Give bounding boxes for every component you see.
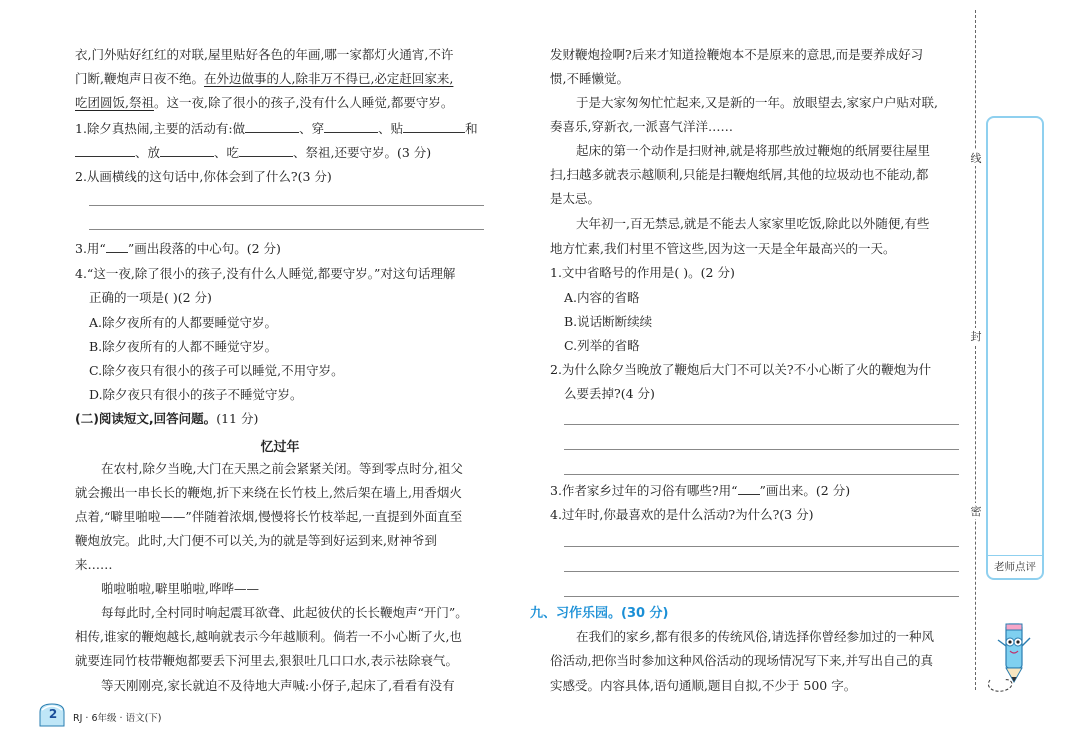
essay-line-5: 来……	[75, 557, 113, 572]
passage-line-3b: 。这一夜,除了很小的孩子,没有什么人睡觉,都要守岁。	[153, 95, 454, 110]
essay-line-6: 啪啦啪啦,噼里啪啦,哗哗——	[101, 581, 259, 596]
essay-cont-line-2: 惯,不睡懒觉。	[550, 71, 629, 86]
r-q1-option-a[interactable]: A.内容的省略	[564, 290, 640, 305]
underlined-sentence-part1: 在外边做事的人,除非万不得已,必定赶回家来,	[203, 71, 454, 86]
writing-prompt-line-2: 俗活动,把你当时参加这种风俗活动的现场情况写下来,并写出自己的真	[550, 653, 933, 668]
r-q2-answer-line-2[interactable]	[564, 449, 959, 450]
r-q1-option-c[interactable]: C.列举的省略	[564, 338, 640, 353]
essay-line-1: 在农村,除夕当晚,大门在天黑之前会紧紧关闭。等到零点时分,祖父	[101, 461, 463, 476]
q1-blank-6[interactable]	[239, 144, 293, 157]
question-3	[75, 240, 281, 258]
essay-cont-line-3: 于是大家匆匆忙忙起来,又是新的一年。放眼望去,家家户户贴对联,	[576, 95, 938, 110]
footer-grade-label: RJ · 6年级 · 语文(下)	[73, 713, 162, 724]
passage-line-2	[75, 70, 453, 88]
essay-line-8: 相传,谁家的鞭炮越长,越响就表示今年越顺利。倘若一不小心断了火,也	[75, 629, 462, 644]
binding-dashed-line	[975, 10, 976, 690]
q1-blank-1[interactable]	[245, 120, 299, 133]
passage-line-2a: 门断,鞭炮声日夜不绝。	[75, 71, 204, 86]
q1-text-e: 、放	[135, 145, 161, 160]
q4-option-a[interactable]: A.除夕夜所有的人都要睡觉守岁。	[89, 315, 278, 330]
essay-line-7: 每每此时,全村同时响起震耳欲聋、此起彼伏的长长鞭炮声“开门”。	[101, 605, 468, 620]
writing-prompt-line-1: 在我们的家乡,都有很多的传统风俗,请选择你曾经参加过的一种风	[576, 629, 934, 644]
q1-blank-5[interactable]	[160, 144, 214, 157]
essay-cont-line-8: 大年初一,百无禁忌,就是不能去人家家里吃饭,除此以外随便,有些	[576, 216, 930, 231]
r-q3-mark-sample	[738, 482, 760, 495]
section-2-title: (二)阅读短文,回答问题。	[75, 411, 217, 426]
q2-answer-line-1[interactable]	[89, 205, 484, 206]
essay-line-9: 就要连同竹枝带鞭炮都要丢下河里去,狠狠吐几口口水,表示祛除衰气。	[75, 653, 458, 668]
essay-line-10: 等天刚刚亮,家长就迫不及待地大声喊:小伢子,起床了,看看有没有	[101, 678, 455, 693]
r-question-3	[550, 482, 850, 500]
r-q3-text-b: ”画出来。(2 分)	[759, 483, 851, 498]
r-question-4: 4.过年时,你最喜欢的是什么活动?为什么?(3 分)	[550, 507, 814, 522]
teacher-comment-box[interactable]	[986, 116, 1044, 580]
essay-line-4: 鞭炮放完。此时,大门便不可以关,为的就是等到好运到来,财神爷到	[75, 533, 437, 548]
q1-text-d: 和	[465, 121, 478, 136]
q1-blank-2[interactable]	[324, 120, 378, 133]
r-question-2-line-2: 么要丢掉?(4 分)	[564, 386, 655, 401]
r-q4-answer-line-2[interactable]	[564, 571, 959, 572]
q4-option-d[interactable]: D.除夕夜只有很小的孩子不睡觉守岁。	[89, 387, 303, 402]
writing-prompt-line-3: 实感受。内容具体,语句通顺,题目自拟,不少于 500 字。	[550, 678, 857, 693]
question-4-line-1: 4.“这一夜,除了很小的孩子,没有什么人睡觉,都要守岁。”对这句话理解	[75, 266, 456, 281]
q2-answer-line-2[interactable]	[89, 229, 484, 230]
q1-text-g: 、祭祖,还要守岁。(3 分)	[293, 145, 432, 160]
r-q2-answer-line-1[interactable]	[564, 424, 959, 425]
q1-text-b: 、穿	[299, 121, 325, 136]
passage-line-3	[75, 94, 453, 112]
binding-char-xian: 线	[970, 152, 982, 165]
passage-line-1: 衣,门外贴好红红的对联,屋里贴好各色的年画,哪一家都灯火通宵,不许	[75, 47, 454, 62]
binding-char-feng: 封	[970, 330, 982, 343]
q4-option-b[interactable]: B.除夕夜所有的人都不睡觉守岁。	[89, 339, 278, 354]
q1-blank-4[interactable]	[75, 144, 135, 157]
essay-cont-line-6: 扫,扫越多就表示越顺利,只能是扫鞭炮纸屑,其他的垃圾动也不能动,都	[550, 167, 929, 182]
r-q1-option-b[interactable]: B.说话断断续续	[564, 314, 653, 329]
q3-text-b: ”画出段落的中心句。(2 分)	[127, 241, 281, 256]
q1-blank-3[interactable]	[403, 120, 465, 133]
r-q4-answer-line-3[interactable]	[564, 596, 959, 597]
essay-title: 忆过年	[260, 440, 300, 455]
essay-cont-line-9: 地方忙素,我们村里不管这些,因为这一天是全年最高兴的一天。	[550, 241, 896, 256]
q3-text-a: 3.用“	[75, 241, 106, 256]
r-question-1: 1.文中省略号的作用是( )。(2 分)	[550, 265, 735, 280]
essay-cont-line-5: 起床的第一个动作是扫财神,就是将那些放过鞭炮的纸屑要往屋里	[576, 143, 930, 158]
section-2-heading	[75, 410, 258, 428]
question-4-line-2: 正确的一项是( )(2 分)	[89, 290, 212, 305]
q4-option-c[interactable]: C.除夕夜只有很小的孩子可以睡觉,不用守岁。	[89, 363, 344, 378]
r-question-2-line-1: 2.为什么除夕当晚放了鞭炮后大门不可以关?不小心断了火的鞭炮为什	[550, 362, 932, 377]
r-q2-answer-line-3[interactable]	[564, 474, 959, 475]
essay-line-3: 点着,“噼里啪啦——”伴随着浓烟,慢慢将长竹枝举起,一直提到外面直至	[75, 509, 463, 524]
r-q3-text-a: 3.作者家乡过年的习俗有哪些?用“	[550, 483, 738, 498]
essay-cont-line-4: 奏喜乐,穿新衣,一派喜气洋洋……	[550, 119, 733, 134]
binding-char-mi: 密	[970, 505, 982, 518]
q1-text-f: 、吃	[214, 145, 240, 160]
pencil-mascot-icon	[982, 616, 1042, 696]
essay-cont-line-7: 是太忌。	[550, 191, 601, 206]
q1-text-a: 1.除夕真热闹,主要的活动有:做	[75, 121, 246, 136]
teacher-comment-label: 老师点评	[988, 555, 1042, 578]
underlined-sentence-part2: 吃团圆饭,祭祖	[75, 95, 154, 110]
section-9-heading: 九、习作乐园。(30 分)	[530, 606, 669, 621]
question-1-line-2	[75, 144, 431, 162]
section-2-score: (11 分)	[216, 411, 259, 426]
page-number: 2	[48, 707, 58, 721]
question-1-line-1	[75, 120, 478, 138]
r-q4-answer-line-1[interactable]	[564, 546, 959, 547]
q1-text-c: 、贴	[378, 121, 404, 136]
q3-mark-sample	[106, 240, 128, 253]
essay-cont-line-1: 发财鞭炮捡啊?后来才知道捡鞭炮本不是原来的意思,而是要养成好习	[550, 47, 924, 62]
question-2: 2.从画横线的这句话中,你体会到了什么?(3 分)	[75, 169, 332, 184]
essay-line-2: 就会搬出一串长长的鞭炮,折下来绕在长竹枝上,然后架在墙上,用香烟火	[75, 485, 462, 500]
